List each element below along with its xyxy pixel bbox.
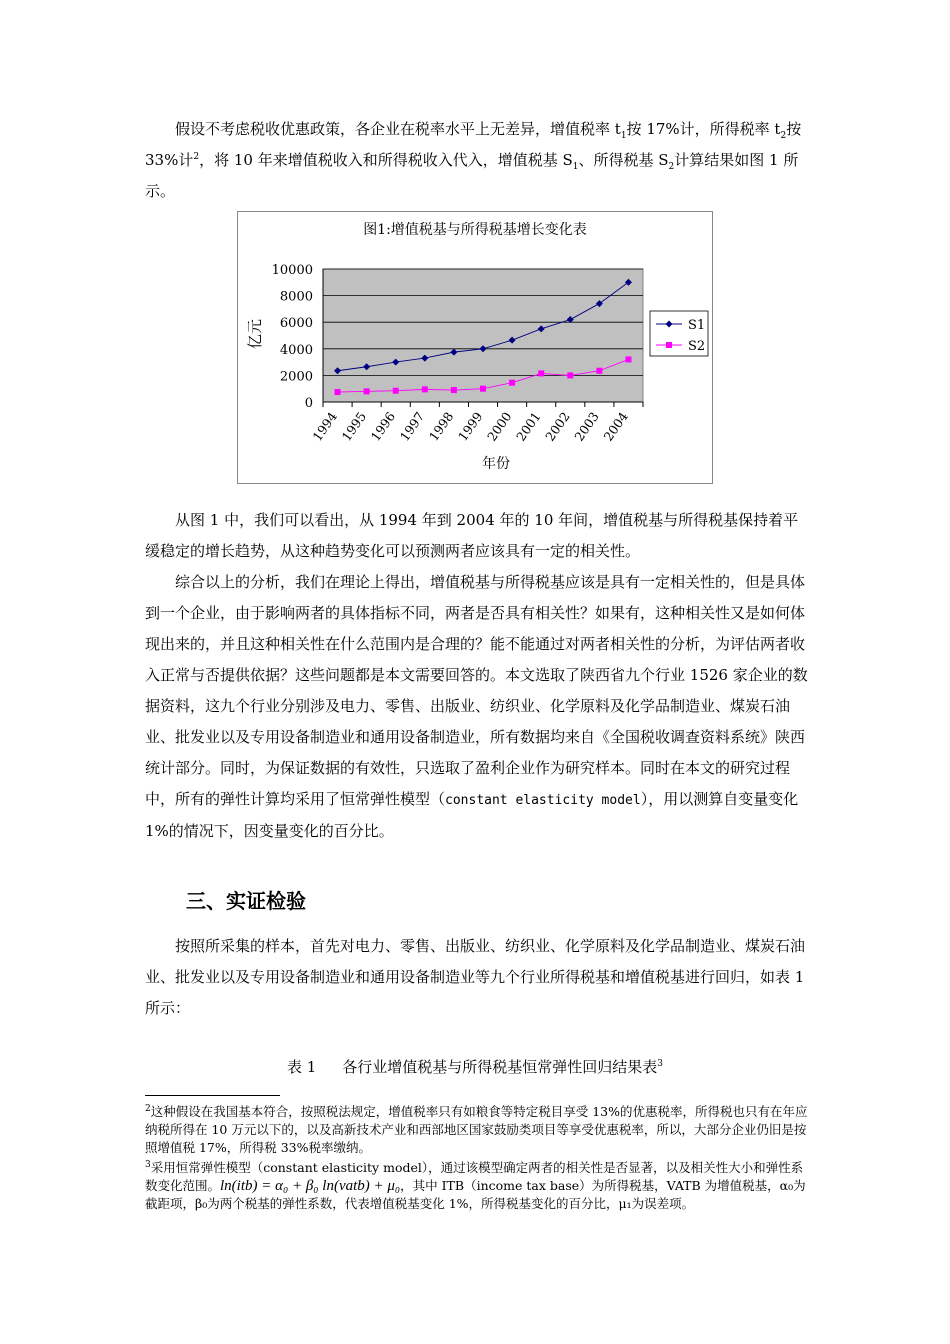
text-run: 按 17%计，所得税率 t <box>626 120 781 138</box>
data-point-S2 <box>335 389 341 395</box>
subscript: 1 <box>572 162 579 172</box>
data-point-S2 <box>596 368 602 374</box>
x-tick-label: 2002 <box>542 409 573 444</box>
legend-marker-S1 <box>666 321 673 328</box>
data-point-S2 <box>567 372 573 378</box>
paragraph-regression: 按照所采集的样本，首先对电力、零售、出版业、纺织业、化学原料及化学品制造业、煤炭石油业、批发业以及专用设备制造业和通用设备制造业等九个行业所得税基和增值税基进行回归，如表 1 所示： <box>145 937 806 1017</box>
y-axis-label: 亿元 <box>246 318 264 350</box>
table-title: 各行业增值税基与所得税基恒常弹性回归结果表 <box>342 1058 658 1076</box>
x-tick-label: 1998 <box>425 409 457 444</box>
y-tick-label: 2000 <box>279 369 313 385</box>
data-point-S2 <box>480 386 486 392</box>
subscript: 2 <box>780 131 787 141</box>
footnote-mark: 3 <box>145 1159 151 1170</box>
footnote-divider <box>145 1095 280 1096</box>
footnote-ref[interactable]: 2 <box>193 152 200 162</box>
y-tick-label: 4000 <box>279 342 313 358</box>
paragraph-analysis <box>145 567 810 847</box>
chart-title: 图1:增值税基与所得税基增长变化表 <box>363 222 587 238</box>
text-run: 假设不考虑税收优惠政策，各企业在税率水平上无差异，增值税率 t <box>175 120 621 138</box>
data-point-S2 <box>422 386 428 392</box>
data-point-S2 <box>393 388 399 394</box>
text-run: ，将 10 年来增值税收入和所得税收入代入，增值税基 S <box>199 151 573 169</box>
x-tick-label: 2000 <box>484 409 515 444</box>
y-tick-label: 6000 <box>279 316 313 332</box>
regression-formula: ln(itb) = α₀ + β₀ ln(vatb) + μ₀ <box>220 1178 401 1194</box>
paragraph-trend: 从图 1 中，我们可以看出，从 1994 年到 2004 年的 10 年间，增值税基与所得税基保持着平缓稳定的增长趋势，从这种趋势变化可以预测两者应该具有一定的相关性。 <box>145 511 799 560</box>
table-caption <box>0 1056 950 1077</box>
x-tick-label: 1994 <box>309 409 341 444</box>
data-point-S2 <box>364 388 370 394</box>
y-tick-label: 10000 <box>271 263 313 278</box>
data-point-S2 <box>625 356 631 362</box>
table-number: 表 1 <box>286 1058 317 1076</box>
data-point-S2 <box>451 387 457 393</box>
footnote-3 <box>145 1159 815 1213</box>
x-tick-label: 1995 <box>338 409 370 444</box>
text-run: 计算结果如图 1 所示。 <box>145 151 799 200</box>
text-run: ），用以测算自变量变化 1%的情况下，因变量变化的百分比。 <box>145 790 799 840</box>
footnote-text: ，其中 ITB（income tax base）为所得税基，VATB 为增值税基，α₀为截距项，β₀为两个税基的弹性系数，代表增值税基变化 1%，所得税基变化的百分比，μ₁为误差项。 <box>145 1178 806 1211</box>
text-run: 按 33%计 <box>145 120 802 169</box>
legend-label-S2: S2 <box>688 339 706 354</box>
legend-label-S1: S1 <box>688 318 706 333</box>
y-tick-label: 8000 <box>279 289 313 305</box>
footnote-ref[interactable]: 3 <box>657 1059 664 1069</box>
subscript: 2 <box>668 162 675 172</box>
x-tick-label: 1996 <box>367 409 399 444</box>
x-tick-label: 2001 <box>513 409 544 444</box>
x-tick-label: 2003 <box>571 409 602 444</box>
subscript: 1 <box>620 131 627 141</box>
data-point-S2 <box>538 370 544 376</box>
legend-marker-S2 <box>666 342 672 348</box>
data-point-S2 <box>509 380 515 386</box>
footnote-2 <box>145 1103 815 1157</box>
section-heading: 三、实证检验 <box>186 889 306 913</box>
text-run: 、所得税基 S <box>578 151 669 169</box>
x-tick-label: 2004 <box>600 409 631 444</box>
chart-canvas <box>238 212 712 483</box>
text-run: 综合以上的分析，我们在理论上得出，增值税基与所得税基应该是具有一定相关性的，但是具体到一个企业，由于影响两者的具体指标不同，两者是否具有相关性？如果有，这种相关性又是如何体现出来的，并且这种相关性在什么范围内是合理的？能不能通过对两者相关性的分析，为评估两者收入正常与否提供依据？这些问题都是本文需要回答的。本文选取了陕西省九个行业 1526 家企业的数据资料，这九个行业分别涉及电力、零售、出版业、纺织业、化学原料及化学品制造业、煤炭石油业、批发业以及专用设备制造业和通用设备制造业，所有数据均来自《全国税收调查资料系统》陕西统计部分。同时，为保证数据的有效性，只选取了盈利企业作为研究样本。同时在本文的研究过程中，所有的弹性计算均采用了恒常弹性模型（ <box>145 573 808 808</box>
plot-area <box>323 269 643 402</box>
figure-1-chart <box>237 211 713 484</box>
footnote-text: 采用恒常弹性模型（constant elasticity model），通过该模型确定两者的相关性是否显著，以及相关性大小和弹性系数变化范围。 <box>145 1160 804 1193</box>
y-tick-label: 0 <box>304 396 313 411</box>
footnote-text: 这种假设在我国基本符合，按照税法规定，增值税率只有如粮食等特定税目享受 13%的优惠税率，所得税也只有在年应纳税所得在 10 万元以下的，以及高新技术产业和西部地区国家鼓励类项目等享受优惠税率，所以，大部分企业仍旧是按照增值税 17%，所得税 33%税率缴纳。 <box>145 1104 808 1155</box>
footnote-mark: 2 <box>145 1103 151 1114</box>
x-tick-label: 1999 <box>454 409 486 444</box>
x-tick-label: 1997 <box>396 409 428 444</box>
paragraph-assumption <box>145 114 810 207</box>
text-run-mono: constant elasticity model <box>445 793 641 808</box>
x-axis-label: 年份 <box>482 456 510 472</box>
